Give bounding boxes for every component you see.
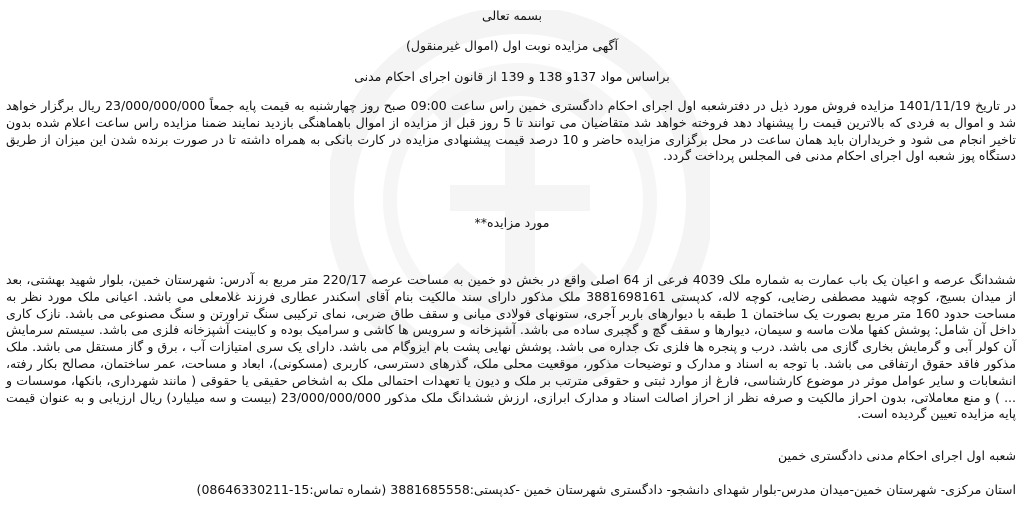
address-contact-line: استان مرکزی- شهرستان خمین-میدان مدرس-بلوار شهدای دانشجو- دادگستری شهرستان خمین -کدپستی:3881685558 (شماره تماس:15-08646330211) <box>196 482 1016 497</box>
property-description-paragraph: ششدانگ عرصه و اعیان یک باب عمارت به شماره ملک 4039 فرعی از 64 اصلی واقع در بخش دو خمین به مساحت عرصه 220/17 متر مربع به آدرس: شهرستان خمین، بلوار شهید بهشتی، بعد از میدان بسیج، کوچه شهید مصطفی رضایی، کوچه لاله، کدپستی 3881698161 ملک مذکور دارای سند مالکیت بنام آقای اسکندر عطاری فرزند غلامعلی می باشد. اعیانی ملک مورد نظر به مساحت حدود 160 متر مربع بصورت یک ساختمان 1 طبقه با دیوارهای باربر آجری، ستونهای فولادی میانی و سقف طاق ضربی، نمای ترکیبی سنگ تراورتن و سنگ مصنوعی می باشد. نازک کاری داخل آن شامل: پوشش کفها ملات ماسه و سیمان، دیوارها و سقف گچ و گچبری ساده می باشد. آشپزخانه و سرویس ها کاشی و سرامیک بوده و کابینت آشپزخانه فلزی می باشد. سیستم سرمایش آن کولر آبی و گرمایش بخاری گازی می باشد. درب و پنجره ها فلزی تک جداره می باشد. پوشش نهایی پشت بام ایزوگام می باشد. دارای یک سری امتیازات آب ، برق و گاز مستقل می باشد. ملک مذکور فاقد حقوق ارتفاقی می باشد. با توجه به اسناد و مدارک و توضیحات مذکور، موقعیت محلی ملک، گذرهای دسترسی، کاربری (مسکونی)، ابعاد و مساحت، عمر ساختمان، مصالح بکار رفته، انشعابات و سایر عوامل موثر در موضوع کارشناسی، فارغ از موارد ثبتی و حقوقی مترتب بر ملک و دیون یا تعهدات احتمالی ملک به اشخاص حقیقی یا حقوقی ( مانند شهرداری، بانکها، موسسات و ... ) و منع معاملاتی، بدون احراز مالکیت و صرفه نظر از احراز اصالت اسناد و مدارک ابرازی، ارزش ششدانگ ملک مذکور 23/000/000/000 (بیست و سه میلیارد) ریال ارزیابی و به عنوان قیمت پایه مزایده تعیین گردیده است. <box>6 272 1017 422</box>
section-heading: مورد مزایده** <box>474 215 550 230</box>
invocation-text: بسمه تعالی <box>481 8 543 23</box>
issuer-name: شعبه اول اجرای احکام مدنی دادگستری خمین <box>778 448 1016 463</box>
intro-paragraph: در تاریخ 1401/11/19 مزایده فروش مورد ذیل در دفترشعبه اول اجرای احکام دادگستری خمین راس ساعت 09:00 صبح روز چهارشنبه به قیمت پایه جمعاً 23/000/000/000 ریال برگزار خواهد شد و اموال به فردی که بالاترین قیمت را پیشنهاد دهد فروخته خواهد شد متقاضیان می توانند تا 5 روز قبل از مزایده از اموال باهماهنگی بازدید نمایند ضمنا مزایده راس ساعت اعلام شده بدون تاخیر انجام می شود و خریداران باید همان ساعت در محل برگزاری مزایده حاضر و 10 درصد قیمت پیشنهادی مزایده در کارت بانکی به همراه داشته تا در صورت برنده شدن این میزان از طریق دستگاه پوز شعبه اول اجرای احکام مدنی فی المجلس پرداخت گردد. <box>6 98 1017 164</box>
notice-title: آگهی مزایده نوبت اول (اموال غیرمنقول) <box>406 38 618 53</box>
legal-basis-text: براساس مواد 137و 138 و 139 از قانون اجرای احکام مدنی <box>354 69 670 84</box>
